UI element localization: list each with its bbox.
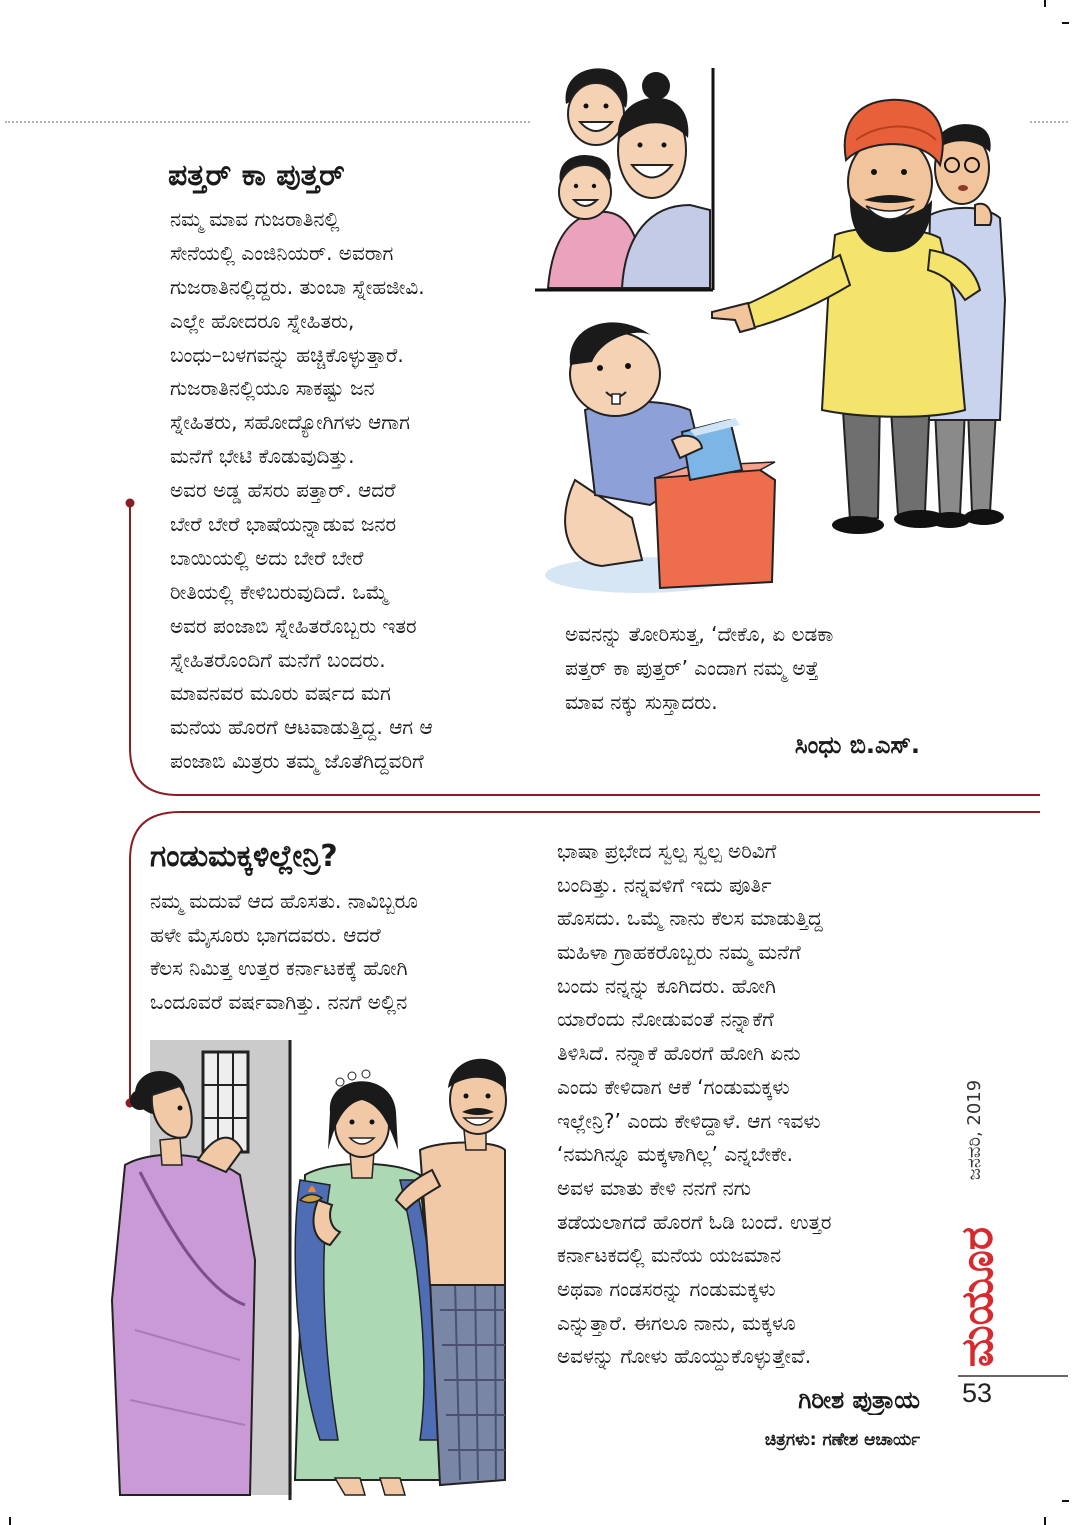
body-line: ಹೊಸದು. ಒಮ್ಮೆ ನಾನು ಕೆಲಸ ಮಾಡುತ್ತಿದ್ದ bbox=[557, 906, 823, 931]
body-line: ಬಂಧು–ಬಳಗವನ್ನು ಹಚ್ಚಿಕೊಳ್ಳುತ್ತಾರೆ. bbox=[170, 342, 404, 367]
body-line: ಅವಳನ್ನು ಗೋಳು ಹೊಯ್ದುಕೊಳ್ಳುತ್ತೇವೆ. bbox=[557, 1344, 812, 1369]
article-body-column bbox=[557, 835, 952, 1374]
article-body-column bbox=[565, 618, 945, 720]
dotted-rule bbox=[1030, 121, 1068, 123]
body-line: ಕೆಲಸ ನಿಮಿತ್ತ ಉತ್ತರ ಕರ್ನಾಟಕಕ್ಕೆ ಹೋಗಿ bbox=[150, 956, 408, 980]
body-line: ಯಾರೆಂದು ನೋಡುವಂತೆ ನನ್ನಾಕೆಗೆ bbox=[557, 1007, 774, 1032]
body-line: ಗುಜರಾತಿನಲ್ಲಿದ್ದರು. ತುಂಬಾ ಸ್ನೇಹಜೀವಿ. bbox=[170, 274, 425, 299]
body-line: ‘ನಮಗಿನ್ನೂ ಮಕ್ಕಳಾಗಿಲ್ಲ’ ಎನ್ನಬೇಕೇ. bbox=[557, 1142, 794, 1167]
crop-mark bbox=[1062, 22, 1069, 24]
crop-mark bbox=[1062, 1500, 1069, 1502]
crop-mark bbox=[1044, 0, 1046, 7]
body-line: ನಮ್ಮ ಮಾವ ಗುಜರಾತಿನಲ್ಲಿ bbox=[170, 207, 340, 231]
body-line: ಎನ್ನುತ್ತಾರೆ. ಈಗಲೂ ನಾನು, ಮಕ್ಕಳೂ bbox=[557, 1310, 796, 1335]
body-line: ಗುಜರಾತಿನಲ್ಲಿಯೂ ಸಾಕಷ್ಟು ಜನ bbox=[170, 376, 375, 401]
author-byline: ಗಿರೀಶ ಪುತ್ರಾಯ bbox=[798, 1386, 920, 1414]
body-line: ನಮ್ಮ ಮದುವೆ ಆದ ಹೊಸತು. ನಾವಿಬ್ಬರೂ bbox=[150, 889, 418, 913]
crop-mark bbox=[9, 1517, 11, 1525]
article-body-column bbox=[150, 885, 530, 1019]
body-line: ಸ್ನೇಹಿತರು, ಸಹೋದ್ಯೋಗಿಗಳು ಆಗಾಗ bbox=[170, 410, 410, 435]
page-number-rule bbox=[958, 1375, 1068, 1377]
article-title: ಗಂಡುಮಕ್ಕಳಿಲ್ಲೇನ್ರಿ? bbox=[150, 839, 338, 874]
article-title: ಪತ್ತರ್ ಕಾ ಪುತ್ತರ್ bbox=[168, 158, 345, 193]
body-line: ಭಾಷಾ ಪ್ರಭೇದ ಸ್ವಲ್ಪ ಸ್ವಲ್ಪ ಅರಿವಿಗೆ bbox=[557, 839, 777, 863]
bride-woman-figure bbox=[295, 1070, 445, 1495]
body-line: ಒಂದೂವರೆ ವರ್ಷವಾಗಿತ್ತು. ನನಗೆ ಅಲ್ಲಿನ bbox=[150, 989, 408, 1014]
author-byline: ಸಿಂಧು ಬಿ.ಎಸ್. bbox=[794, 731, 920, 759]
dotted-rule bbox=[5, 121, 530, 123]
family-photo-drawing bbox=[535, 68, 713, 290]
body-line: ಇಲ್ಲೇನ್ರಿ?’ ಎಂದು ಕೇಳಿದ್ದಾಳೆ. ಆಗ ಇವಳು bbox=[557, 1108, 821, 1133]
body-line: ರೀತಿಯಲ್ಲಿ ಕೇಳಿಬರುವುದಿದೆ. ಒಮ್ಮೆ bbox=[170, 579, 389, 604]
body-line: ಮಹಿಳಾ ಗ್ರಾಹಕರೊಬ್ಬರು ನಮ್ಮ ಮನೆಗೆ bbox=[557, 940, 801, 965]
body-line: ಬಂದಿತ್ತು. ನನ್ನವಳಿಗೆ ಇದು ಪೂರ್ತಿ bbox=[557, 872, 772, 897]
body-line: ಬಂದು ನನ್ನನ್ನು ಕೂಗಿದರು. ಹೋಗಿ bbox=[557, 973, 776, 998]
body-line: ಅವರ ಅಡ್ಡ ಹೆಸರು ಪತ್ತಾರ್. ಆದರೆ bbox=[170, 478, 396, 503]
body-line: ಮಾವನವರ ಮೂರು ವರ್ಷದ ಮಗ bbox=[170, 681, 391, 706]
body-line: ಸೇನೆಯಲ್ಲಿ ಎಂಜಿನಿಯರ್. ಅವರಾಗ bbox=[170, 240, 394, 265]
body-line: ಬೇರೆ ಬೇರೆ ಭಾಷೆಯನ್ನಾಡುವ ಜನರ bbox=[170, 512, 397, 537]
body-line: ಮನೆಗೆ ಭೇಟಿ ಕೊಡುವುದಿತ್ತು. bbox=[170, 444, 355, 469]
illustration-pattar-ka-puttar bbox=[530, 60, 1010, 610]
body-line: ಸ್ನೇಹಿತರೊಂದಿಗೆ ಮನೆಗೆ ಬಂದರು. bbox=[170, 647, 386, 672]
body-line: ಪಂಜಾಬಿ ಮಿತ್ರರು ತಮ್ಮ ಜೊತೆಗಿದ್ದವರಿಗೆ bbox=[170, 749, 424, 774]
child-playing-blocks-figure bbox=[545, 322, 775, 593]
crop-mark bbox=[1044, 1517, 1046, 1525]
body-line: ಮಾವ ನಕ್ಕು ಸುಸ್ತಾದರು. bbox=[565, 689, 718, 714]
magazine-logo: ಮಯೂರ bbox=[952, 1226, 1003, 1368]
body-line: ಅವಳ ಮಾತು ಕೇಳಿ ನನಗೆ ನಗು bbox=[557, 1175, 751, 1200]
body-line: ಎಂದು ಕೇಳಿದಾಗ ಆಕೆ ‘ಗಂಡುಮಕ್ಕಳು bbox=[557, 1074, 790, 1099]
page-number: 53 bbox=[962, 1378, 993, 1408]
article-body-column bbox=[170, 203, 530, 779]
illustration-credit: ಚಿತ್ರಗಳು: ಗಣೇಶ ಆಚಾರ್ಯ bbox=[764, 1430, 920, 1450]
illustration-gandumakkalillenri bbox=[105, 1035, 510, 1505]
issue-date: ಜನವರಿ, 2019 bbox=[964, 1079, 985, 1181]
bracket-dot bbox=[126, 499, 135, 508]
body-line: ತಿಳಿಸಿದೆ. ನನ್ನಾಕೆ ಹೊರಗೆ ಹೋಗಿ ಏನು bbox=[557, 1041, 801, 1066]
body-line: ಎಲ್ಲೇ ಹೋದರೂ ಸ್ನೇಹಿತರು, bbox=[170, 308, 355, 333]
body-line: ತಡೆಯಲಾಗದೆ ಹೊರಗೆ ಓಡಿ ಬಂದೆ. ಉತ್ತರ bbox=[557, 1209, 832, 1234]
body-line: ಮನೆಯ ಹೊರಗೆ ಆಟವಾಡುತ್ತಿದ್ದ. ಆಗ ಆ bbox=[170, 715, 433, 740]
body-line: ಹಳೇ ಮೈಸೂರು ಭಾಗದವರು. ಆದರೆ bbox=[150, 922, 381, 947]
body-line: ಪತ್ತರ್ ಕಾ ಪುತ್ತರ್’ ಎಂದಾಗ ನಮ್ಮ ಅತ್ತೆ bbox=[565, 655, 819, 680]
body-line: ಅವನನ್ನು ತೋರಿಸುತ್ತ, ‘ದೇಕೊ, ಏ ಲಡಕಾ bbox=[565, 622, 834, 646]
body-line: ಅವರ ಪಂಜಾಬಿ ಸ್ನೇಹಿತರೊಬ್ಬರು ಇತರ bbox=[170, 613, 417, 638]
body-line: ಕರ್ನಾಟಕದಲ್ಲಿ ಮನೆಯ ಯಜಮಾನ bbox=[557, 1243, 782, 1268]
body-line: ಬಾಯಿಯಲ್ಲಿ ಅದು ಬೇರೆ ಬೇರೆ bbox=[170, 545, 364, 570]
body-line: ಅಥವಾ ಗಂಡಸರನ್ನು ಗಂಡುಮಕ್ಕಳು bbox=[557, 1276, 776, 1301]
